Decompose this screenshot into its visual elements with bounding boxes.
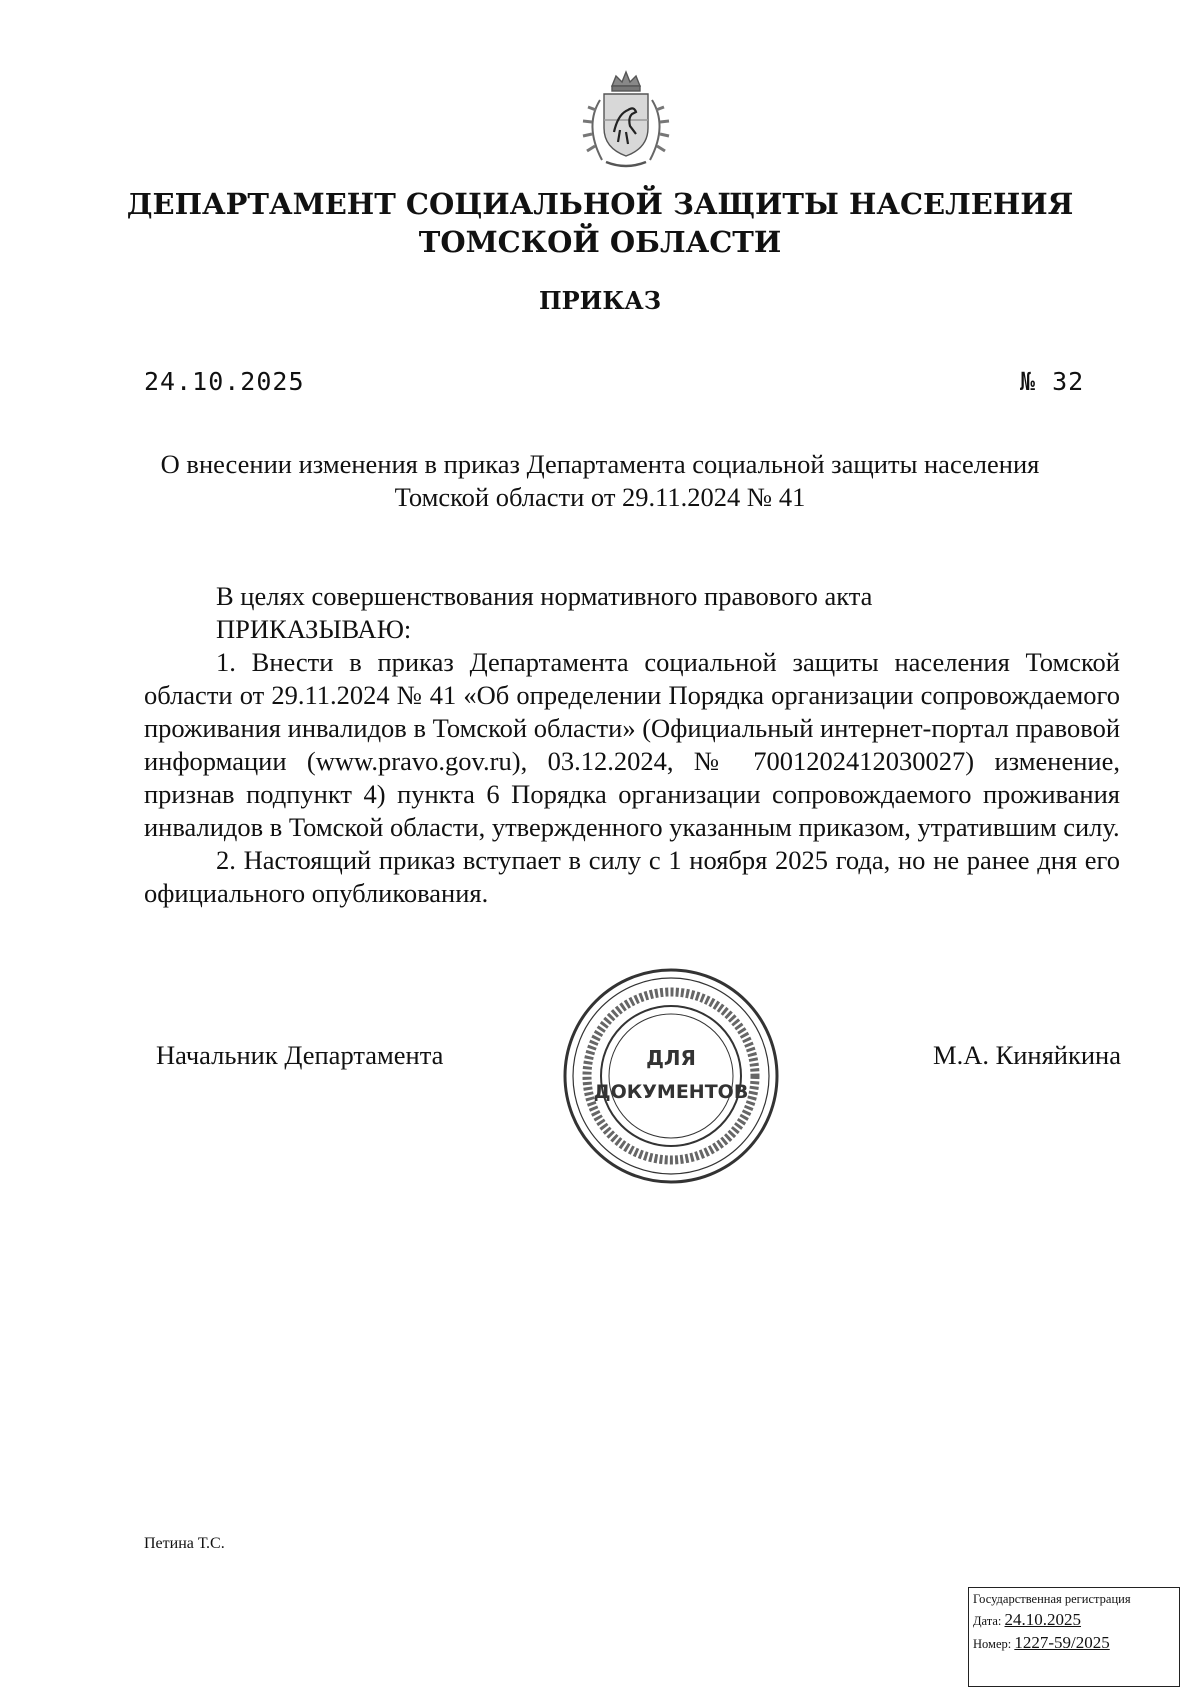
registration-number-value: 1227-59/2025 (1014, 1633, 1110, 1652)
official-stamp-icon (558, 965, 784, 1187)
signatory-name: М.А. Киняйкина (933, 1040, 1121, 1070)
registration-number-row (973, 1633, 1175, 1653)
svg-text:ДОКУМЕНТОВ: ДОКУМЕНТОВ (593, 1081, 749, 1103)
order-body (144, 580, 1120, 910)
order-title (150, 448, 1050, 514)
order-date: 24.10.2025 (144, 367, 305, 396)
order-title-line-2: Томской области от 29.11.2024 № 41 (394, 482, 806, 512)
coat-of-arms-icon (570, 70, 682, 172)
executor-name: Петина Т.С. (144, 1535, 225, 1552)
registration-date-row (973, 1610, 1175, 1630)
registration-box (968, 1587, 1180, 1687)
order-word: ПРИКАЗЫВАЮ: (216, 614, 412, 644)
order-number: № 32 (1020, 367, 1085, 396)
organization-line-2: ТОМСКОЙ ОБЛАСТИ (418, 225, 782, 259)
svg-text:ДЛЯ: ДЛЯ (646, 1046, 696, 1070)
organization-name (0, 185, 1200, 261)
registration-date-value: 24.10.2025 (1004, 1610, 1082, 1629)
order-item-2: 2. Настоящий приказ вступает в силу с 1 ноября 2025 года, но не ранее дня его официального опубликования. (144, 845, 1120, 908)
preamble: В целях совершенствования нормативного правового акта (216, 581, 873, 611)
document-type: ПРИКАЗ (538, 286, 662, 315)
order-title-line-1: О внесении изменения в приказ Департамента социальной защиты населения (160, 449, 1040, 479)
registration-date-label: Дата: (973, 1614, 1002, 1628)
registration-number-label: Номер: (973, 1637, 1012, 1651)
organization-line-1: ДЕПАРТАМЕНТ СОЦИАЛЬНОЙ ЗАЩИТЫ НАСЕЛЕНИЯ (126, 187, 1074, 221)
signatory-position: Начальник Департамента (156, 1040, 444, 1070)
order-item-1: 1. Внести в приказ Департамента социальной защиты населения Томской области от 29.11.2024 № 41 «Об определении Порядка организации сопровождаемого проживания инвалидов в Томской области» (Официальный интернет-портал правовой информации (www.pravo.gov.ru), 03.12.2024, № 7001202412030027) изменение, признав подпункт 4) пункта 6 Порядка организации сопровождаемого проживания инвалидов в Томской области, утвержденного указанным приказом, утратившим силу. (144, 647, 1120, 842)
registration-title: Государственная регистрация (973, 1592, 1131, 1606)
